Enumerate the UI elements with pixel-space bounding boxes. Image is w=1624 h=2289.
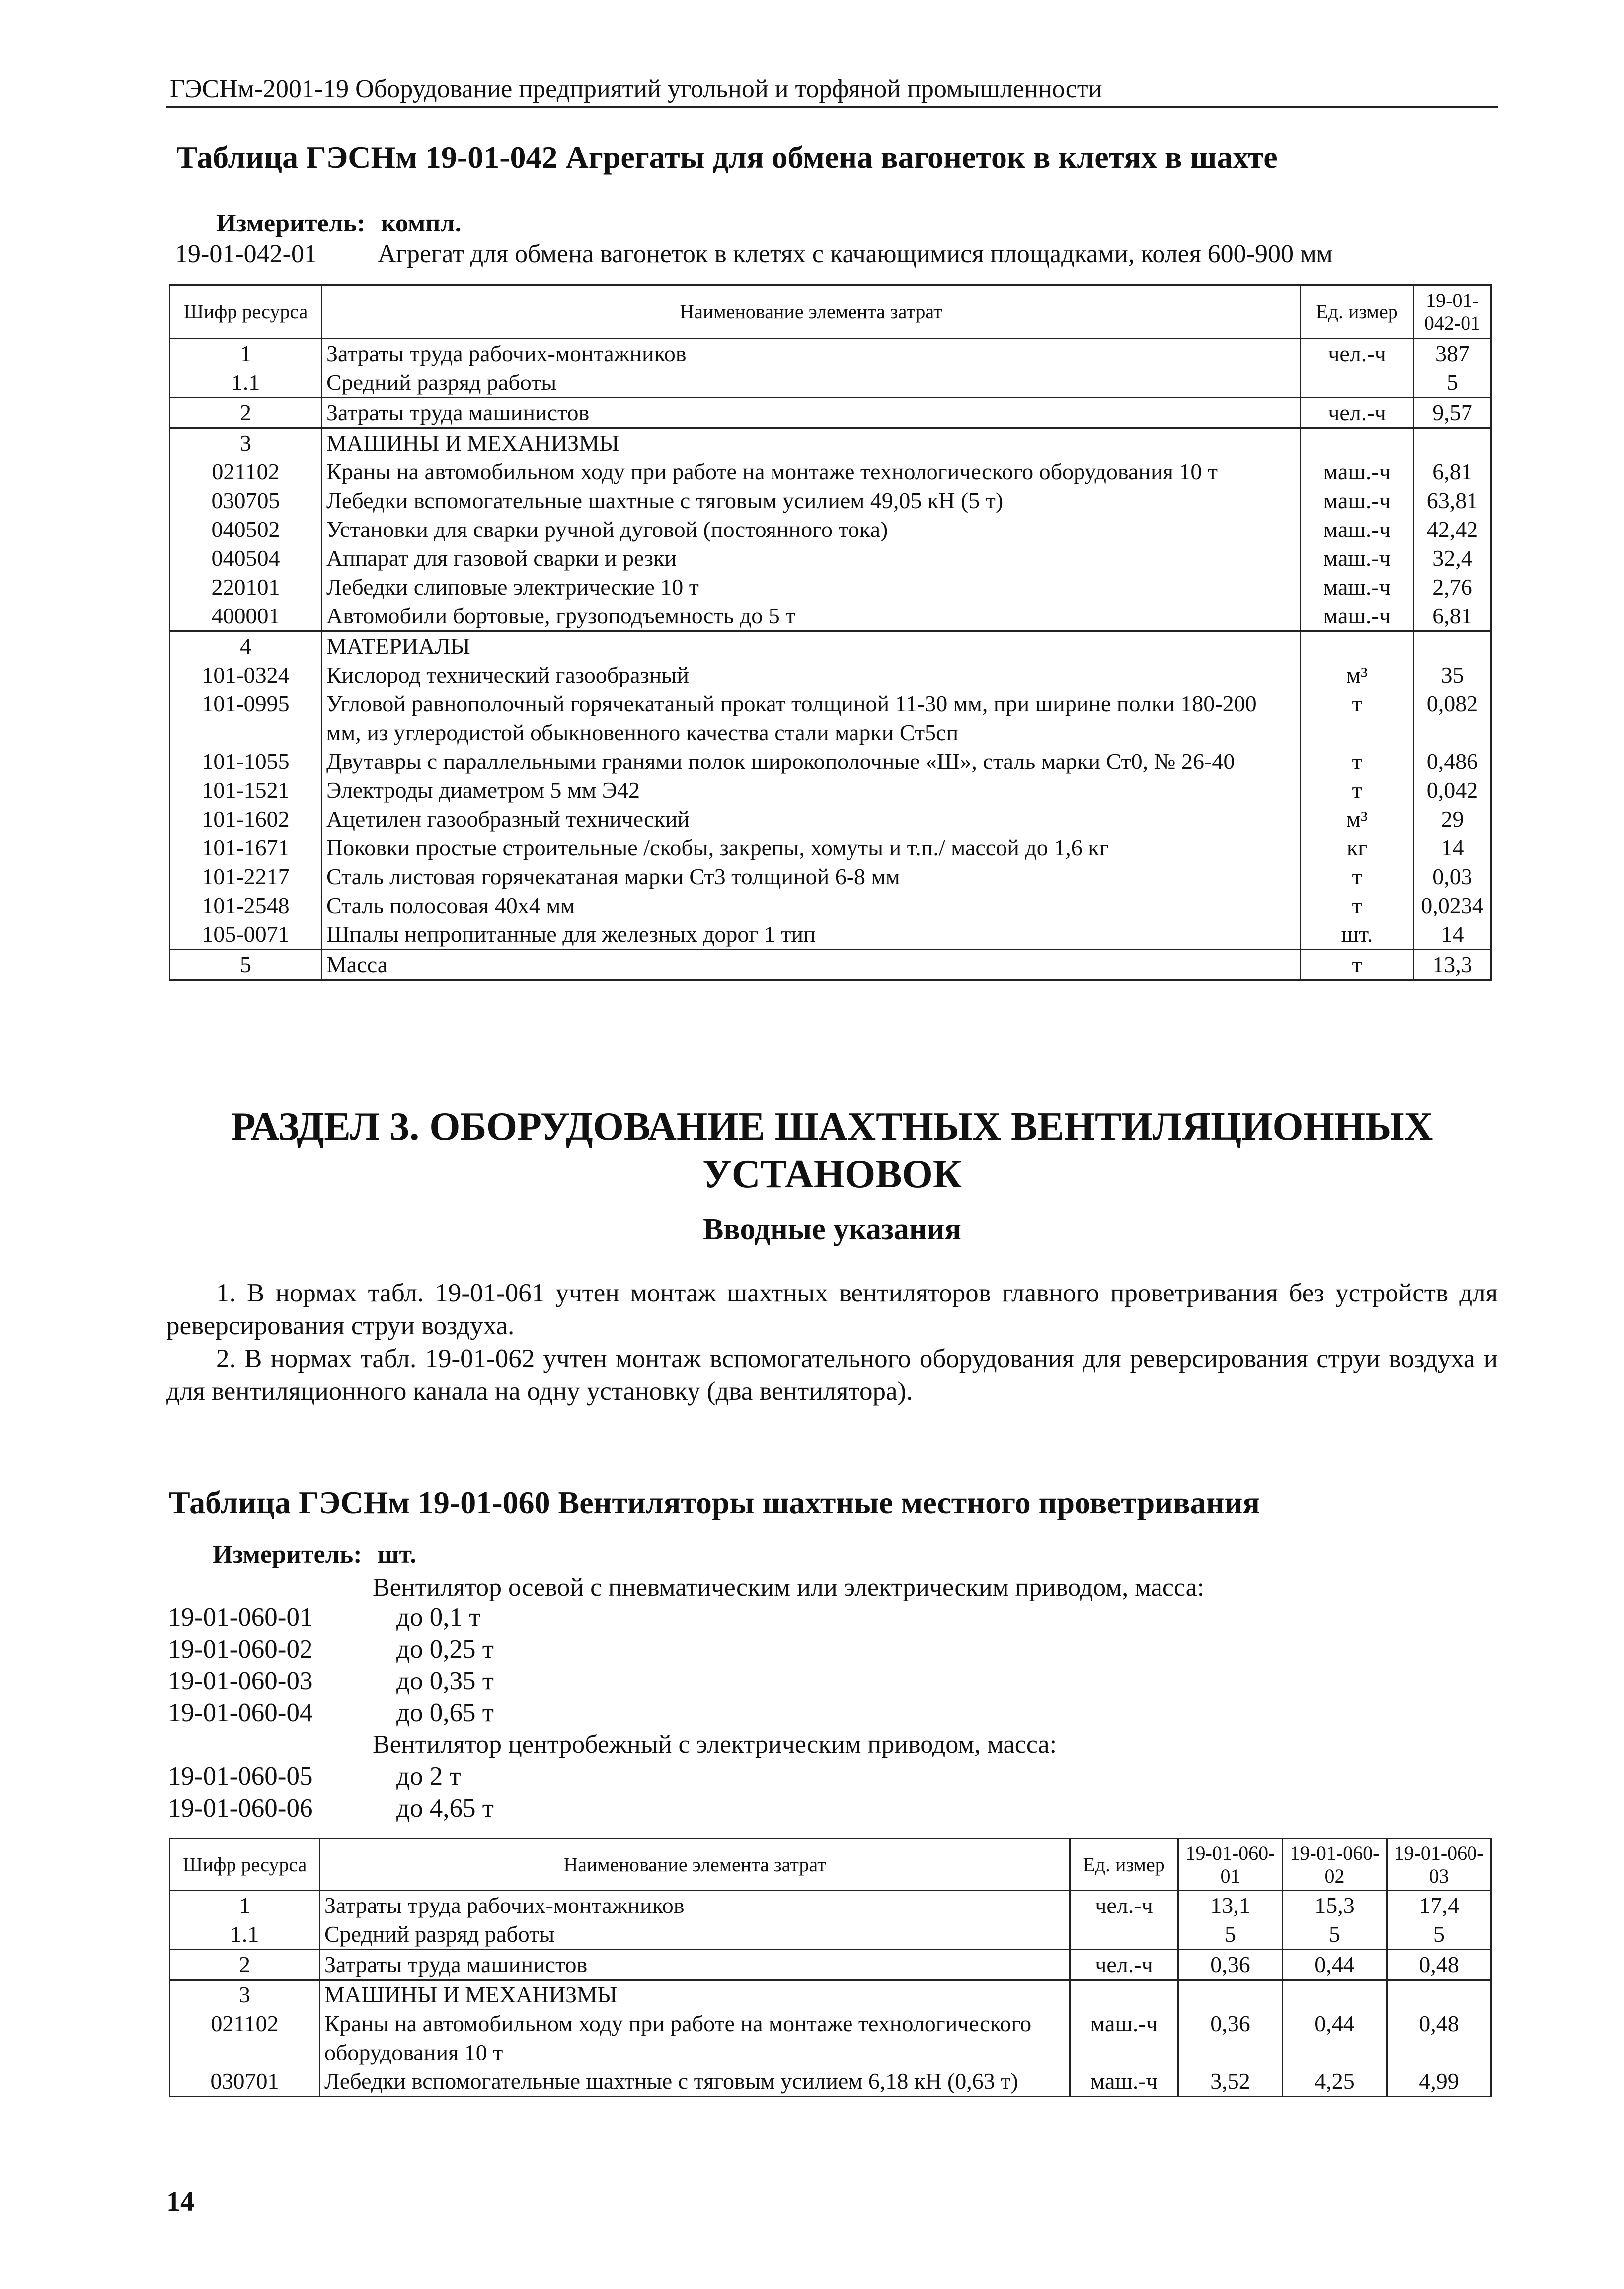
header-unit: Ед. измер [1070, 1839, 1178, 1891]
section-title [166, 1103, 1498, 1198]
section-title-line1: РАЗДЕЛ 3. ОБОРУДОВАНИЕ ШАХТНЫХ ВЕНТИЛЯЦИОННЫХ [231, 1105, 1433, 1148]
table-row: 220101 Лебедки слиповые электрические 10 т маш.-ч 2,76 [170, 573, 1491, 602]
table-row: 400001 Автомобили бортовые, грузоподъемность до 5 т маш.-ч 6,81 [170, 602, 1491, 631]
meter-value: шт. [377, 1540, 417, 1569]
header-norm: 19-01-060-03 [1387, 1839, 1491, 1891]
table-row: 1.1 Средний разряд работы 5 [170, 368, 1491, 398]
table-row: 040502 Установки для сварки ручной дуговой (постоянного тока) маш.-ч 42,42 [170, 515, 1491, 544]
table-row: 101-1521 Электроды диаметром 5 мм Э42 т 0,042 [170, 776, 1491, 805]
table-row: 101-0995 Угловой равнополочный горячекатаный прокат толщиной 11-30 мм, при ширине полки 180-200 мм, из углеродистой обыкновенного качества стали марки Ст5сп т 0,082 [170, 689, 1491, 747]
code-line: 19-01-060-05 до 2 т [168, 1762, 461, 1791]
table2-group1: Вентилятор осевой с пневматическим или электрическим приводом, масса: [373, 1573, 1205, 1602]
section-title-line2: УСТАНОВОК [702, 1152, 962, 1196]
meter-label: Измеритель: [213, 1540, 362, 1569]
table-row: 4 МАТЕРИАЛЫ [170, 631, 1491, 661]
table-row: 101-1671 Поковки простые строительные /скобы, закрепы, хомуты и т.п./ массой до 1,6 кг кг 14 [170, 834, 1491, 862]
table1-code: 19-01-042-01 [175, 240, 317, 268]
code-line: 19-01-060-04 до 0,65 т [168, 1698, 494, 1727]
intro-text [166, 1277, 1498, 1408]
table-row: 021102 Краны на автомобильном ходу при работе на монтаже технологического оборудования 10 т маш.-ч 6,81 [170, 458, 1491, 486]
intro-title: Вводные указания [703, 1213, 961, 1246]
header-norm: 19-01-060-01 [1178, 1839, 1283, 1891]
table-row: 030705 Лебедки вспомогательные шахтные с тяговым усилием 49,05 кН (5 т) маш.-ч 63,81 [170, 486, 1491, 515]
table-row: 101-2548 Сталь полосовая 40х4 мм т 0,0234 [170, 891, 1491, 920]
intro-paragraph-2: 2. В нормах табл. 19-01-062 учтен монтаж вспомогательного оборудования для реверсирования струи воздуха и для вентиляционного канала на одну установку (два вентилятора). [166, 1344, 1498, 1406]
header-name: Наименование элемента затрат [322, 285, 1301, 339]
table-row: 3 МАШИНЫ И МЕХАНИЗМЫ [170, 1980, 1491, 2010]
table2 [169, 1838, 1492, 2097]
table-row: 101-2217 Сталь листовая горячекатаная марки Ст3 толщиной 6-8 мм т 0,03 [170, 862, 1491, 891]
table-row: 040504 Аппарат для газовой сварки и резки маш.-ч 32,4 [170, 544, 1491, 573]
code-line: 19-01-060-01 до 0,1 т [168, 1603, 481, 1632]
table1 [169, 284, 1492, 981]
table-row: 1 Затраты труда рабочих-монтажников чел.-ч 13,1 15,3 17,4 [170, 1891, 1491, 1920]
table-row: 101-1602 Ацетилен газообразный технический м³ 29 [170, 805, 1491, 834]
header-unit: Ед. измер [1301, 285, 1414, 339]
table-row: 1 Затраты труда рабочих-монтажников чел.-ч 387 [170, 339, 1491, 369]
table-row: 030701 Лебедки вспомогательные шахтные с тяговым усилием 6,18 кН (0,63 т) маш.-ч 3,52 4,25 4,99 [170, 2067, 1491, 2097]
header-code: Шифр ресурса [170, 1839, 320, 1891]
table2-meter [213, 1540, 416, 1569]
table-row: 021102 Краны на автомобильном ходу при работе на монтаже технологического оборудования 10 т маш.-ч 0,36 0,44 0,48 [170, 2009, 1491, 2067]
table1-title: Таблица ГЭСНм 19-01-042 Агрегаты для обмена вагонеток в клетях в шахте [176, 140, 1278, 175]
code-line: 19-01-060-03 до 0,35 т [168, 1667, 494, 1695]
header-code: Шифр ресурса [170, 285, 322, 339]
table1-meter [216, 209, 461, 238]
table-row: 2 Затраты труда машинистов чел.-ч 9,57 [170, 398, 1491, 428]
running-header: ГЭСНм-2001-19 Оборудование предприятий угольной и торфяной промышленности [170, 75, 1102, 103]
intro-paragraph-1: 1. В нормах табл. 19-01-061 учтен монтаж шахтных вентиляторов главного проветривания без устройств для реверсирования струи воздуха. [166, 1279, 1498, 1340]
table-row: 5 Масса т 13,3 [170, 950, 1491, 980]
table2-title: Таблица ГЭСНм 19-01-060 Вентиляторы шахтные местного проветривания [169, 1485, 1260, 1520]
table-row: 101-0324 Кислород технический газообразный м³ 35 [170, 661, 1491, 689]
table-row: 2 Затраты труда машинистов чел.-ч 0,36 0,44 0,48 [170, 1950, 1491, 1980]
table-row: 3 МАШИНЫ И МЕХАНИЗМЫ [170, 428, 1491, 458]
code-line: 19-01-060-02 до 0,25 т [168, 1635, 494, 1664]
table-row: 105-0071 Шпалы непропитанные для железных дорог 1 тип шт. 14 [170, 920, 1491, 950]
code-line: 19-01-060-06 до 4,65 т [168, 1794, 494, 1823]
table-row: 1.1 Средний разряд работы 5 5 5 [170, 1920, 1491, 1950]
table-row: 101-1055 Двутавры с параллельными гранями полок широкополочные «Ш», сталь марки Ст0, № 26-40 т 0,486 [170, 747, 1491, 776]
header-rule [166, 106, 1498, 108]
header-name: Наименование элемента затрат [320, 1839, 1070, 1891]
header-norm: 19-01-060-02 [1283, 1839, 1387, 1891]
header-norm: 19-01-042-01 [1414, 285, 1491, 339]
table2-group2: Вентилятор центробежный с электрическим приводом, масса: [373, 1730, 1057, 1758]
page-number: 14 [166, 2186, 194, 2217]
meter-label: Измеритель: [216, 209, 366, 237]
meter-value: компл. [381, 209, 462, 237]
table1-code-desc: Агрегат для обмена вагонеток в клетях с качающимися площадками, колея 600-900 мм [378, 240, 1333, 268]
